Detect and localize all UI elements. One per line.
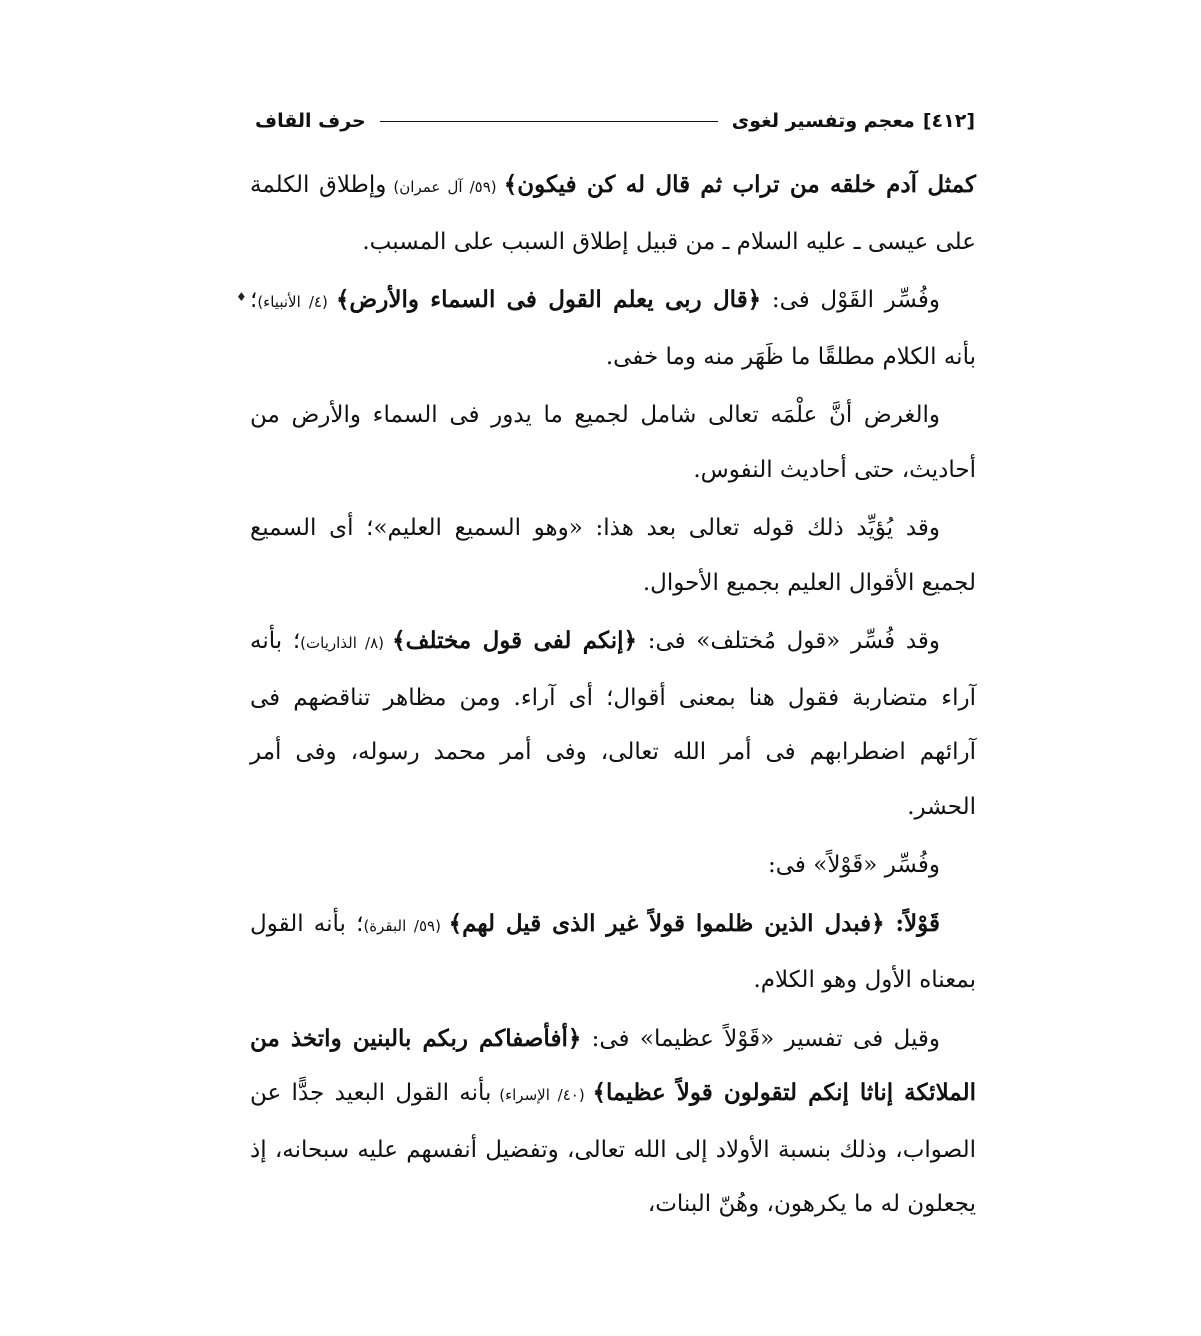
paragraph [250,501,976,610]
paragraph-text: وإطلاق الكلمة على عيسى ـ عليه السلام ـ من قبيل إطلاق السبب على المسبب. [250,172,976,255]
paragraph-text: وفُسِّر «قَوْلاً» فى: [768,852,940,878]
quran-verse: ﴿قال ربى يعلم القول فى السماء والأرض﴾ [335,286,762,313]
margin-mark: ♦ [236,290,247,304]
quran-verse: ﴿أفأصفاكم ربكم بالبنين واتخذ من الملائكة إناثا إنكم لتقولون قولاً عظيما﴾ [250,1024,976,1106]
paragraph-text: وفُسِّر القَوْل فى: [761,287,940,313]
verse-reference: (٤٠/ الإسراء) [491,1086,593,1104]
running-header [255,104,975,138]
paragraph-text: بأنه القول البعيد جدًّا عن الصواب، وذلك بنسبة الأولاد إلى الله تعالى، وتفضيل أنفسهم عليه سبحانه، إذ يجعلون له ما يكرهون، وهُنّ البنات، [250,1080,976,1217]
quran-verse: قَوْلاً: ﴿فبدل الذين ظلموا قولاً غير الذى قيل لهم﴾ [448,909,940,937]
paragraph [250,838,976,893]
verse-reference: (٤/ الأنبياء) [257,293,336,311]
paragraph [250,388,976,497]
paragraph-text: والغرض أنَّ علْمَه تعالى شامل لجميع ما يدور فى السماء والأرض من أحاديث، حتى أحاديث النفوس. [250,402,976,483]
paragraph [250,273,976,384]
paragraph-text: وقيل فى تفسير «قَوْلاً عظيما» فى: [581,1025,940,1052]
verse-reference: (٨/ الذاريات) [300,634,393,652]
chapter-title: حرف القاف [255,110,366,132]
paragraph-text: وقد يُؤيِّد ذلك قوله تعالى بعد هذا: «وهو السميع العليم»؛ أى السميع لجميع الأقوال العليم بجميع الأحوال. [250,515,976,596]
header-rule [380,121,718,122]
paragraph-text: ؛ بأنه القول بمعناه الأول وهو الكلام. [250,910,976,993]
paragraph-text: ؛ بأنه الكلام مطلقًا ما ظَهَر منه وما خفى. [250,287,976,370]
quran-verse: كمثل آدم خلقه من تراب ثم قال له كن فيكون﴾ [503,171,976,198]
paragraph [250,1012,976,1232]
verse-reference: (٥٩/ البقرة) [363,916,449,935]
verse-reference: (٥٩/ آل عمران) [386,178,504,196]
quran-verse: ﴿إنكم لفى قول مختلف﴾ [392,627,638,654]
paragraph-text: وقد فُسِّر «قول مُختلف» فى: [637,628,941,654]
paragraph [250,158,976,269]
paragraph [250,897,976,1008]
body-text [250,158,976,1232]
book-title: معجم وتفسير لغوى [731,110,915,132]
paragraph [250,614,976,834]
paragraph-text: ؛ بأنه آراء متضاربة فقول هنا بمعنى أقوال؛ أى آراء. ومن مظاهر تناقضهم فى آرائهم اضطرابهم فى أمر الله تعالى، وفى أمر محمد رسوله، وفى أمر الحشر. [250,628,976,820]
page-number: [٤١٢] [922,110,975,132]
